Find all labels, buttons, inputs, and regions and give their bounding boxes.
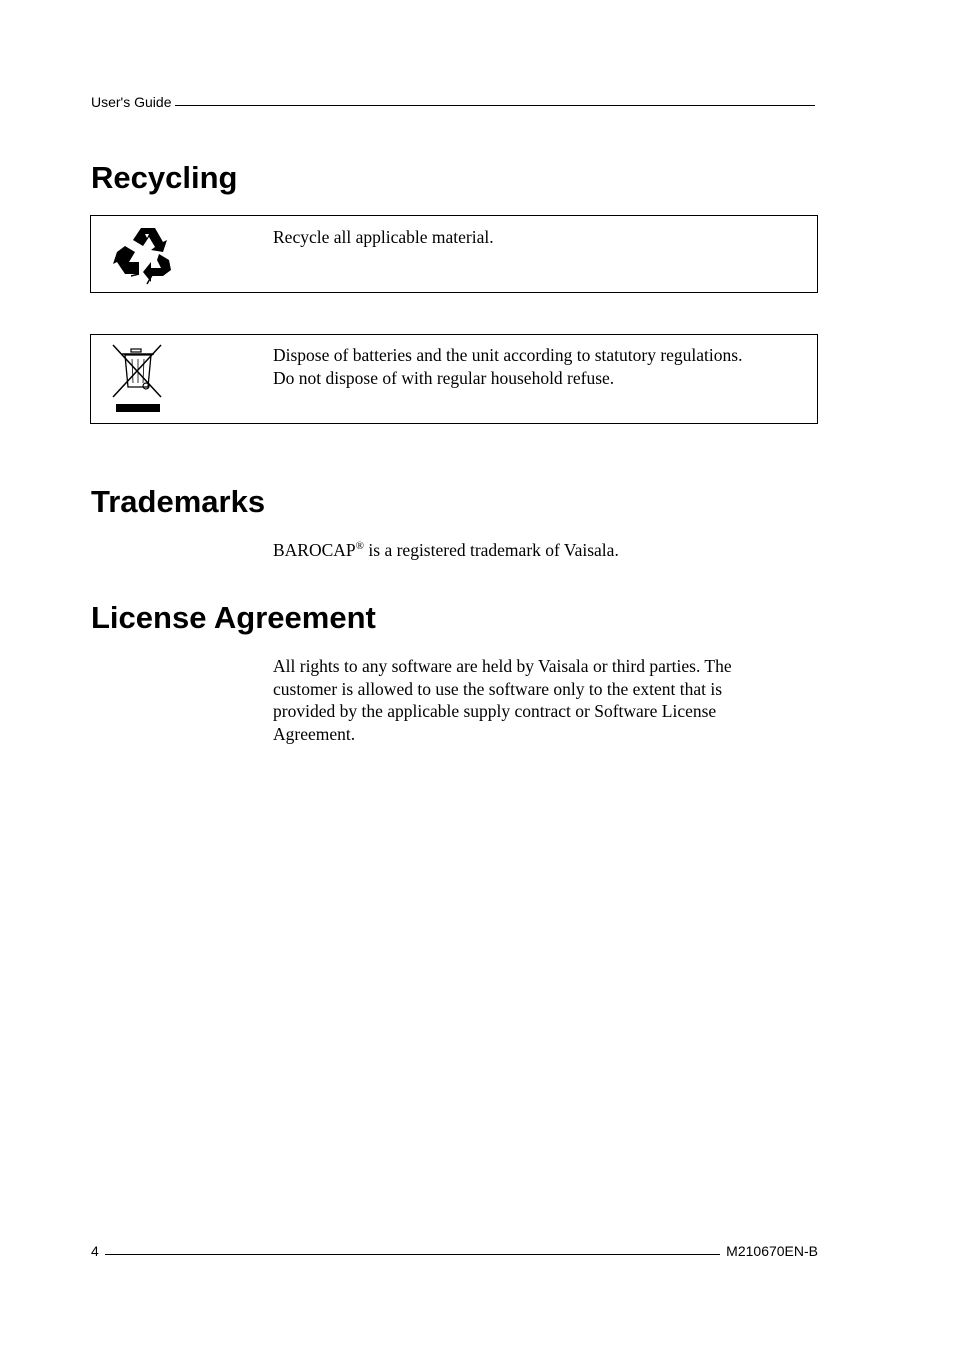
crossed-out-bin-icon	[111, 343, 165, 415]
license-line: All rights to any software are held by Vaisala or third parties. The	[273, 656, 732, 676]
heading-trademarks: Trademarks	[91, 484, 266, 519]
dispose-line-1: Dispose of batteries and the unit according to statutory regulations.	[273, 345, 743, 365]
page-footer	[91, 1239, 818, 1259]
doc-code: M210670EN-B	[726, 1243, 818, 1259]
license-text	[273, 655, 803, 745]
dispose-line-2: Do not dispose of with regular household refuse.	[273, 368, 615, 388]
trademark-text	[273, 539, 803, 562]
license-line: provided by the applicable supply contract or Software License	[273, 701, 717, 721]
heading-license: License Agreement	[91, 600, 376, 635]
dispose-notice-box	[90, 334, 818, 424]
trademark-brand: BAROCAP	[273, 540, 356, 560]
footer-rule	[105, 1253, 720, 1255]
header-rule	[175, 104, 815, 106]
heading-recycling: Recycling	[91, 160, 238, 195]
registered-mark: ®	[355, 540, 365, 553]
page-header	[91, 90, 815, 110]
recycle-notice-box	[90, 215, 818, 293]
license-line: Agreement.	[273, 723, 356, 744]
recycle-icon	[111, 224, 175, 286]
page-number: 4	[91, 1243, 99, 1259]
recycle-text: Recycle all applicable material.	[273, 227, 494, 247]
trademark-rest: is a registered trademark of Vaisala.	[364, 540, 619, 560]
license-line: customer is allowed to use the software only to the extent that is	[273, 678, 723, 699]
header-title: User's Guide	[91, 94, 172, 110]
dispose-text	[273, 344, 797, 390]
